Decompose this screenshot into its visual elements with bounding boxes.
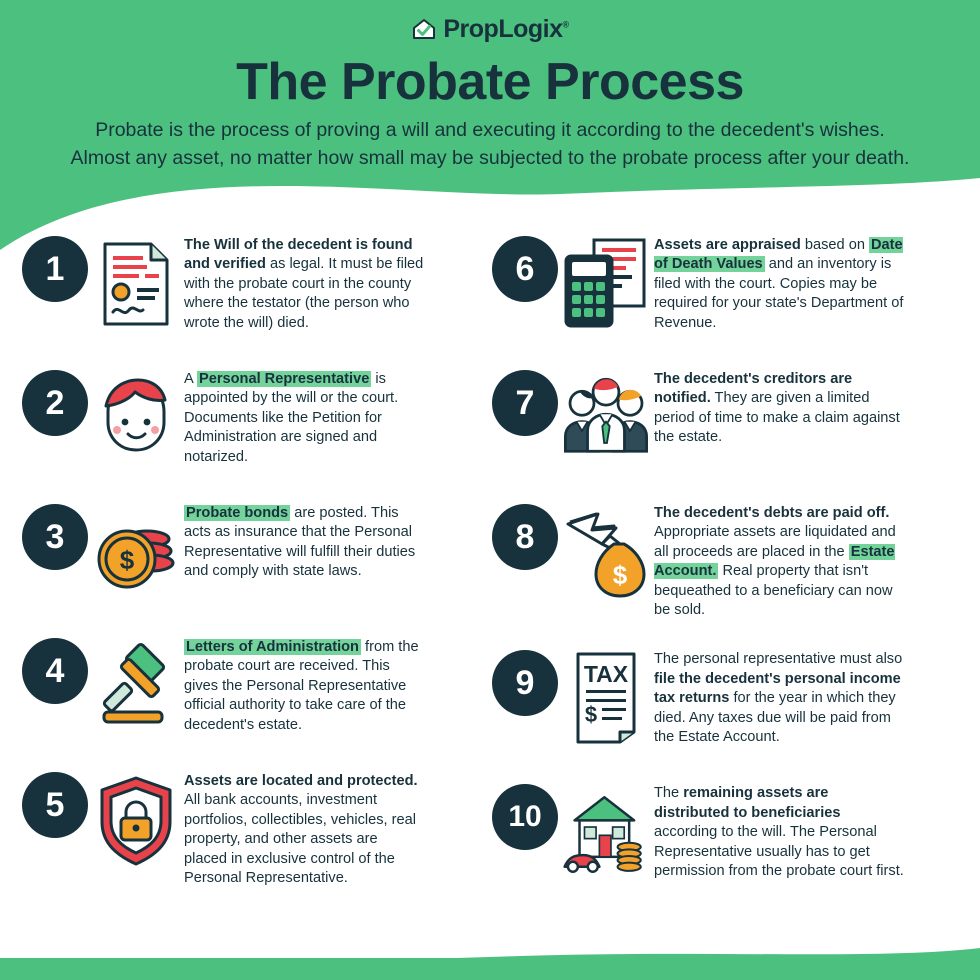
step-description: [184, 758, 434, 888]
step-text-segment: Probate bonds: [186, 505, 289, 521]
step-7: [492, 356, 962, 474]
step-text-segment: They are given a limited period of time to make a claim against the estate.: [654, 390, 900, 446]
step-text-segment: A: [184, 371, 197, 387]
calculator-documents-icon: [558, 228, 654, 340]
step-text-segment: and an inventory is filed with the court. Copies may be required for your state's Department of Revenue.: [654, 256, 904, 331]
shield-lock-icon: [88, 764, 184, 876]
step-text-segment: Appropriate assets are liquidated and all proceeds are placed in the: [654, 524, 896, 560]
svg-text:$: $: [119, 545, 135, 575]
step-text-segment: file the decedent's personal income tax returns: [654, 670, 901, 707]
step-text-segment: based on: [800, 237, 870, 253]
step-text-segment: Assets are appraised: [654, 237, 801, 253]
step-number-badge: 5: [22, 772, 88, 838]
step-description: [184, 624, 434, 735]
step-text-segment: as legal. It must be filed with the probate court in the county where the testator (the person who wrote the will) died.: [184, 256, 424, 331]
header: [0, 0, 980, 173]
step-text-segment: from the probate court are received. This gives the Personal Representative official authority to take care of the decedent's estate.: [184, 639, 419, 733]
will-document-icon: [88, 228, 184, 340]
svg-text:$: $: [584, 702, 598, 728]
step-text-segment: All bank accounts, investment portfolios, collectibles, vehicles, real property, and other assets are placed in exclusive control of the Personal Representative.: [184, 792, 416, 887]
step-description: [654, 770, 916, 881]
step-number-badge: 9: [492, 650, 558, 716]
step-number-badge: 2: [22, 370, 88, 436]
step-text-segment: Estate Account.: [654, 543, 895, 580]
step-text-segment: The: [654, 785, 684, 802]
step-text-segment: remaining assets are distributed to beneficiaries: [654, 785, 841, 821]
hand-money-bag-icon: [558, 496, 654, 608]
svg-text:TAX: TAX: [583, 661, 629, 688]
step-number-badge: 1: [22, 236, 88, 302]
step-description: [654, 222, 916, 333]
svg-text:$: $: [612, 560, 628, 590]
step-number-badge: 8: [492, 504, 558, 570]
step-text-segment: The personal representative must also: [654, 651, 903, 668]
step-number-badge: 3: [22, 504, 88, 570]
step-text-segment: according to the will. The Personal Representative usually has to get permission from the probate court first.: [654, 824, 904, 880]
step-2: [22, 356, 492, 474]
creditors-people-icon: [558, 362, 654, 474]
brand-wordmark: [443, 15, 568, 44]
step-1: [22, 222, 492, 340]
brand-trademark: ®: [562, 19, 569, 30]
step-text-segment: The decedent's creditors are notified.: [654, 371, 853, 407]
step-text-segment: The decedent's debts are paid off.: [654, 505, 890, 521]
page-subtitle: Probate is the process of proving a will and executing it according to the decedent's wishes. Almost any asset, no matter how small may be subjected to the probate process after your death.: [70, 119, 910, 170]
step-text-segment: are posted. This acts as insurance that the Personal Representative will fulfill their duties and comply with state laws.: [184, 505, 416, 580]
step-number-badge: 4: [22, 638, 88, 704]
step-5: [22, 758, 492, 888]
step-text-segment: Letters of Administration: [186, 639, 359, 655]
step-3: [22, 490, 492, 608]
steps-column-left: [22, 222, 492, 904]
step-text-segment: for the year in which they died. Any taxes due will be paid from the Estate Account.: [654, 690, 896, 746]
step-number-badge: 6: [492, 236, 558, 302]
steps-grid: [0, 222, 980, 904]
step-text-segment: is appointed by the will or the court. Documents like the Petition for Administration are signed and notarized.: [184, 371, 399, 465]
brand-wordmark-logix: Logix: [498, 14, 563, 43]
personal-representative-face-icon: [88, 362, 184, 474]
steps-column-right: [492, 222, 962, 904]
step-8: [492, 490, 962, 620]
step-number-badge: 7: [492, 370, 558, 436]
step-description: [184, 222, 434, 333]
step-text-segment: Date of Death Values: [654, 237, 903, 273]
footer-band: [0, 958, 980, 980]
step-text-segment: Personal Representative: [198, 371, 370, 387]
step-4: [22, 624, 492, 742]
brand-logo: [0, 14, 980, 44]
house-car-coins-icon: [558, 776, 654, 888]
step-10: [492, 770, 962, 888]
coins-dollar-icon: [88, 496, 184, 608]
step-9: [492, 636, 962, 754]
step-text-segment: Assets are located and protected.: [184, 773, 418, 789]
house-check-icon: [411, 17, 437, 41]
step-6: [492, 222, 962, 340]
page-title: The Probate Process: [236, 53, 744, 111]
tax-document-icon: [558, 642, 654, 754]
brand-wordmark-prop: Prop: [443, 14, 499, 43]
gavel-icon: [88, 630, 184, 742]
step-description: [654, 356, 916, 448]
step-text-segment: The Will of the decedent is found and verified: [184, 237, 413, 273]
step-text-segment: Real property that isn't bequeathed to a beneficiary can now be sold.: [654, 563, 893, 619]
step-description: [184, 490, 434, 582]
step-description: [654, 490, 916, 620]
step-description: [184, 356, 434, 467]
step-description: [654, 636, 916, 747]
step-number-badge: 10: [492, 784, 558, 850]
